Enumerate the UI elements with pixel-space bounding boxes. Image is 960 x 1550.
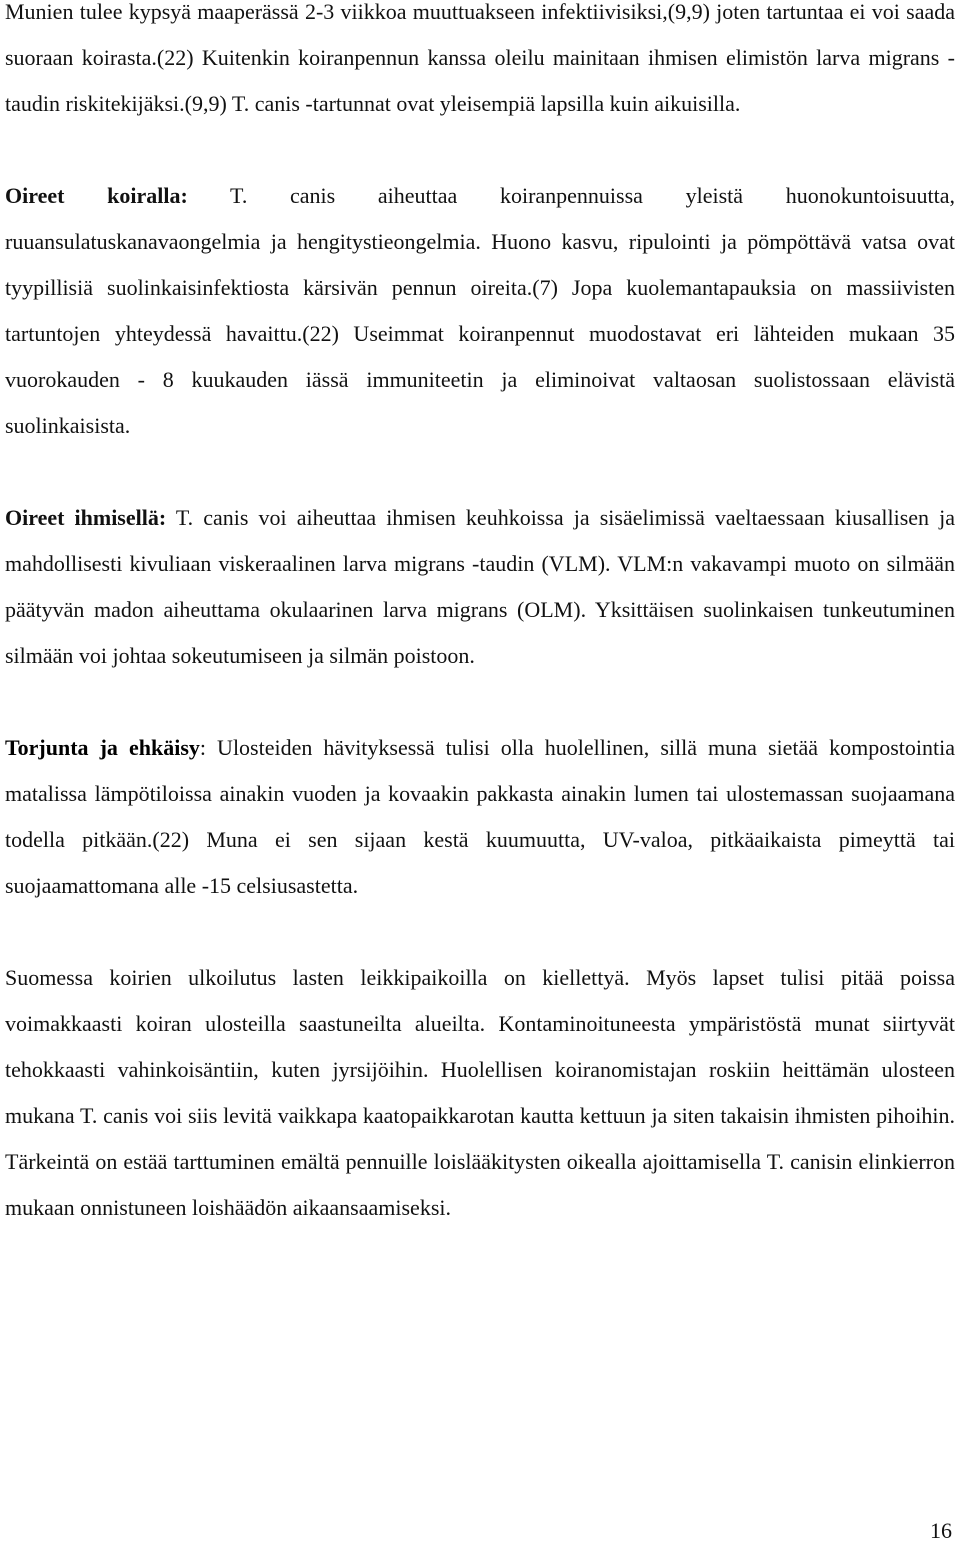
paragraph-human-symptoms	[5, 495, 955, 679]
paragraph-dog-symptoms	[5, 173, 955, 449]
paragraph-prevention	[5, 725, 955, 909]
paragraph-text: Munien tulee kypsyä maaperässä 2-3 viikkoa muuttuakseen infektiivisiksi,(9,9) joten tartuntaa ei voi saada suoraan koirasta.(22) Kuitenkin koiranpennun kanssa oleilu mainitaan ihmisen elimistön larva migrans -taudin riskitekijäksi.(9,9) T. canis -tartunnat ovat yleisempiä lapsilla kuin aikuisilla.	[5, 0, 955, 116]
paragraph-text: : Ulosteiden hävityksessä tulisi olla huolellinen, sillä muna sietää kompostointia matalissa lämpötiloissa ainakin vuoden ja kovaakin pakkasta ainakin lumen tai ulostemassan suojaamana todella pitkään.(22) Muna ei sen sijaan kestä kuumuutta, UV-valoa, pitkäaikaista pimeyttä tai suojaamattomana alle -15 celsiusastetta.	[5, 735, 955, 898]
section-heading-dog-symptoms: Oireet koiralla:	[5, 183, 188, 208]
document-page	[5, 0, 955, 1231]
paragraph-text: T. canis aiheuttaa koiranpennuissa yleistä huonokuntoisuutta, ruuansulatuskanavaongelmia ja hengitystieongelmia. Huono kasvu, ripulointi ja pömpöttävä vatsa ovat tyypillisiä suolinkaisinfektiosta kärsivän pennun oireita.(7) Jopa kuolemantapauksia on massiivisten tartuntojen yhteydessä havaittu.(22) Useimmat koiranpennut muodostavat eri lähteiden mukaan 35 vuorokauden - 8 kuukauden iässä immuniteetin ja eliminoivat valtaosan suolistossaan elävistä suolinkaisista.	[5, 183, 955, 438]
paragraph-finland	[5, 955, 955, 1231]
paragraph-intro	[5, 0, 955, 127]
paragraph-text: T. canis voi aiheuttaa ihmisen keuhkoissa ja sisäelimissä vaeltaessaan kiusallisen ja mahdollisesti kivuliaan viskeraalinen larva migrans -taudin (VLM). VLM:n vakavampi muoto on silmään päätyvän madon aiheuttama okulaarinen larva migrans (OLM). Yksittäisen suolinkaisen tunkeutuminen silmään voi johtaa sokeutumiseen ja silmän poistoon.	[5, 505, 955, 668]
section-heading-human-symptoms: Oireet ihmisellä:	[5, 505, 167, 530]
paragraph-text: Suomessa koirien ulkoilutus lasten leikkipaikoilla on kiellettyä. Myös lapset tulisi pitää poissa voimakkaasti koiran ulosteilla saastuneilta alueilta. Kontaminoituneesta ympäristöstä munat siirtyvät tehokkaasti vahinkoisäntiin, kuten jyrsijöihin. Huolellisen koiranomistajan roskiin heittämän ulosteen mukana T. canis voi siis levitä vaikkapa kaatopaikkarotan kautta kettuun ja siten takaisin ihmisten pihoihin. Tärkeintä on estää tarttuminen emältä pennuille loislääkitysten oikealla ajoittamisella T. canisin elinkierron mukaan onnistuneen loishäädön aikaansaamiseksi.	[5, 965, 955, 1220]
section-heading-prevention: Torjunta ja ehkäisy	[5, 735, 200, 760]
page-number: 16	[930, 1518, 952, 1543]
